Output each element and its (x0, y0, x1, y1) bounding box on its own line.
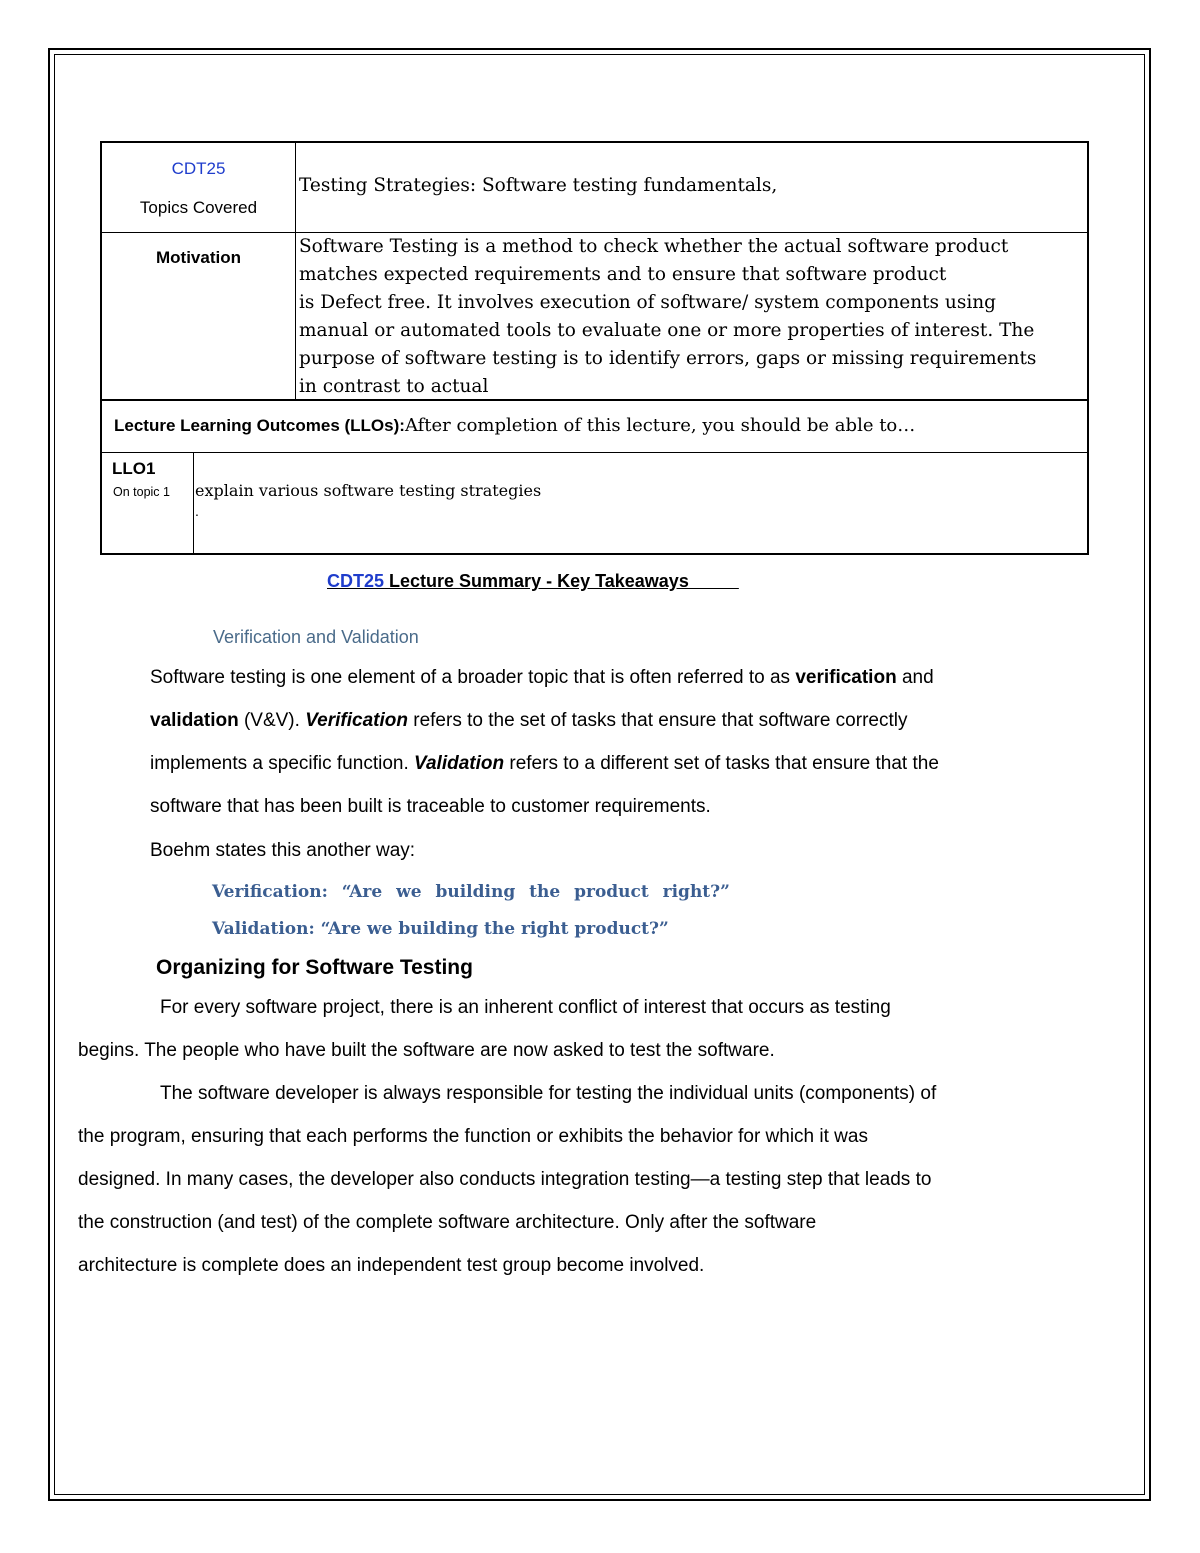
organizing-line: designed. In many cases, the developer also conducts integration testing—a testing step that leads to (78, 1169, 932, 1190)
llo-dot: . (195, 503, 199, 519)
topics-covered-label: Topics Covered (139, 198, 258, 217)
organizing-line: begins. The people who have built the software are now asked to test the software. (78, 1040, 775, 1061)
llo1-row (102, 453, 1087, 553)
summary-title (327, 571, 739, 592)
llo-header (114, 415, 915, 436)
verification-line (150, 710, 907, 732)
course-code: CDT25 (171, 159, 226, 178)
text-run: (V&V). (238, 710, 306, 731)
topics-text: Testing Strategies: Software testing fundamentals, (299, 175, 778, 196)
text-run: validation (150, 710, 239, 731)
summary-code-link[interactable]: CDT25 (327, 571, 385, 591)
verification-line (150, 667, 934, 689)
llo-header-label: Lecture Learning Outcomes (LLOs): (114, 416, 405, 435)
text-run: refers to the set of tasks that ensure that software correctly (407, 710, 908, 731)
motivation-line: Software Testing is a method to check whether the actual software product (299, 236, 1009, 257)
motivation-line: is Defect free. It involves execution of software/ system components using (299, 292, 997, 313)
organizing-line: For every software project, there is an inherent conflict of interest that occurs as testing (160, 997, 891, 1018)
quote-validation: Validation: “Are we building the right product?” (212, 919, 669, 939)
motivation-label: Motivation (156, 248, 241, 267)
llo-text: explain various software testing strategies (195, 481, 542, 500)
summary-title-text: Lecture Summary - Key Takeaways (384, 571, 739, 591)
motivation-line: manual or automated tools to evaluate one or more properties of interest. The (299, 320, 1035, 341)
text-run: Validation (414, 753, 505, 774)
llo-topic: On topic 1 (113, 485, 170, 499)
motivation-line: matches expected requirements and to ensure that software product (299, 264, 947, 285)
verification-line (150, 796, 711, 818)
lecture-info-table (100, 141, 1089, 555)
organizing-heading: Organizing for Software Testing (156, 956, 473, 979)
motivation-line: in contrast to actual (299, 376, 489, 397)
verification-line (150, 840, 415, 862)
text-run: software that has been built is traceable to customer requirements. (150, 796, 711, 817)
text-run: verification (795, 667, 897, 688)
motivation-line: purpose of software testing is to identify errors, gaps or missing requirements (299, 348, 1037, 369)
motivation-value-cell (297, 233, 1087, 399)
motivation-text (299, 233, 1081, 401)
topics-value-cell (297, 143, 1087, 232)
text-run: refers to a different set of tasks that ensure that the (504, 753, 939, 774)
text-run: Software testing is one element of a broader topic that is often referred to as (150, 667, 796, 688)
text-run: implements a specific function. (150, 753, 415, 774)
llo-header-text: After completion of this lecture, you should be able to… (404, 415, 916, 436)
organizing-line: the construction (and test) of the complete software architecture. Only after the software (78, 1212, 817, 1233)
topics-row (102, 143, 1087, 233)
quote-verification: Verification: “Are we building the product right?” (212, 882, 730, 902)
organizing-line: the program, ensuring that each performs the function or exhibits the behavior for which it was (78, 1126, 868, 1147)
organizing-line: The software developer is always responsible for testing the individual units (components) of (160, 1083, 937, 1104)
verification-line (150, 753, 939, 775)
topics-label-cell (102, 143, 296, 232)
text-run: and (896, 667, 934, 688)
text-run: Boehm states this another way: (150, 840, 416, 861)
llo-id: LLO1 (112, 459, 156, 478)
verification-heading: Verification and Validation (213, 627, 419, 647)
llo-header-row (102, 401, 1087, 453)
motivation-row (102, 233, 1087, 401)
text-run: Verification (305, 710, 408, 731)
llo1-label-cell (102, 453, 194, 553)
organizing-line: architecture is complete does an independent test group become involved. (78, 1255, 705, 1276)
motivation-label-cell (102, 233, 296, 399)
